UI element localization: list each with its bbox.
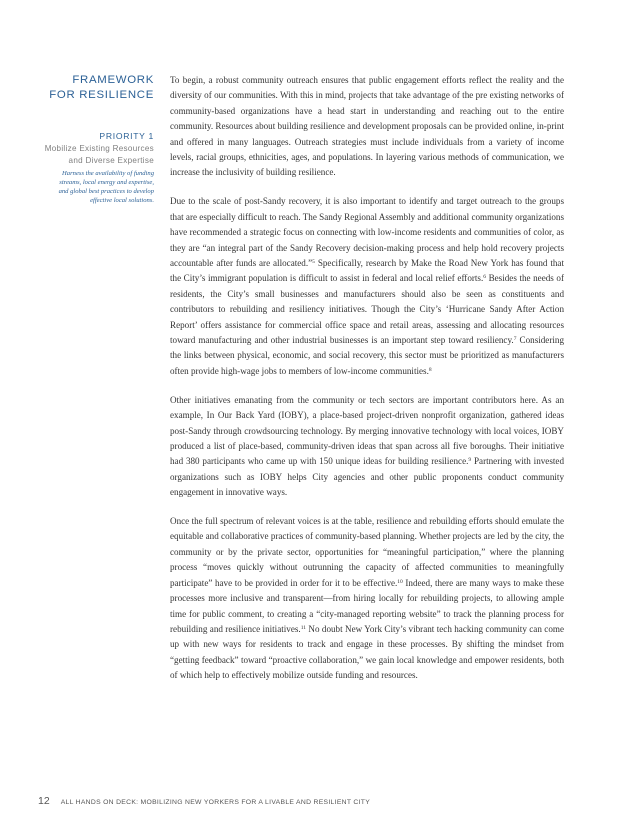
- footnote-ref-7: 7: [513, 336, 517, 342]
- priority-subtitle: [20, 143, 154, 166]
- page-footer: [38, 791, 370, 809]
- paragraph-2-part-c: Besides the needs of residents, the City’s small businesses and manufacturers should also be seen as constituents and contributors to rebuilding and resiliency initiatives. Though the City’s ‘Hurricane Sandy After Action Report’ offers assistance for commercial office space and retail areas, assessing and allocating resources toward manufacturing and other industrial businesses is an important step toward resiliency.: [170, 273, 564, 345]
- paragraph-2-part-b: Specifically, research by Make the Road New York has found that the City’s immigrant population is difficult to assist in federal and local relief efforts.: [170, 257, 564, 284]
- paragraph-4-part-b: Indeed, there are many ways to make these processes more inclusive and transparent—from hiring locally for rebuilding projects, to allowing ample time for public comment, to creating a “city-managed reporting website” to track the planning process for rebuilding and resilience initiatives.: [170, 577, 564, 634]
- priority-description-line-1: Harness the availability of funding: [62, 170, 154, 177]
- paragraph-4: [170, 514, 564, 683]
- footnote-ref-11: 11: [300, 624, 306, 631]
- priority-subtitle-line-2: and Diverse Expertise: [68, 155, 154, 165]
- footnote-ref-10: 10: [397, 578, 403, 585]
- footnote-ref-8: 8: [428, 366, 432, 373]
- footnote-ref-5: 5: [312, 258, 315, 265]
- footnote-ref-9: 9: [468, 457, 472, 464]
- paragraph-3-part-a: Other initiatives emanating from the community or tech sectors are important contributors here. As an example, In Our Back Yard (IOBY), a place-based project-driven nonprofit organization, gathered ideas post-Sandy through crowdsourcing technology. By merging innovative technology with local voices, IOBY produced a list of place-based, community-driven ideas that span across all five boroughs. Their initiative had 380 participants who came up with 150 unique ideas for building resilience.: [170, 394, 564, 467]
- paragraph-4-part-a: Once the full spectrum of relevant voices is at the table, resilience and rebuilding efforts should emulate the equitable and collaborative practices of community-based planning. Whether projects are led by the city, the community or by the private sector, opportunities for “meaningful participation,” where the planning process “moves quickly without outrunning the capacity of affected communities to meaningfully participate” have to be provided in order for it to be effective.: [170, 516, 564, 588]
- page-number: 12: [38, 795, 50, 807]
- framework-title-line-2: FOR RESILIENCE: [49, 89, 154, 101]
- paragraph-2-part-a: Due to the scale of post-Sandy recovery, it is also important to identify and target outreach to the groups that are especially difficult to reach. The Sandy Regional Assembly and additional community organizations have recommended a strategic focus on connecting with low-income residents and communities of color, as they are “an integral part of the Sandy Recovery decision-making process and help hold recovery projects accountable after funds are allocated.”: [170, 196, 564, 268]
- framework-title: [20, 73, 154, 103]
- priority-description-line-2: streams, local energy and expertise,: [59, 179, 154, 186]
- priority-description-line-3: and global best practices to develop: [58, 188, 154, 195]
- paragraph-4-part-c: No doubt New York City’s vibrant tech hacking community can come up with new ways for residents to track and engage in these processes. By shifting the mindset from “getting feedback” toward “proactive collaboration,” we gain local knowledge and empower residents, both of which help to effectively mobilize outside funding and resources.: [170, 623, 564, 681]
- paragraph-2-part-d: Considering the links between physical, economic, and social recovery, this sector must be prioritized as manufacturers often provide high-wage jobs to members of low-income communities.: [170, 335, 564, 376]
- footnote-ref-6: 6: [483, 274, 486, 281]
- footer-title: ALL HANDS ON DECK: MOBILIZING NEW YORKERS FOR A LIVABLE AND RESILIENT CITY: [60, 799, 371, 806]
- paragraph-2: [170, 194, 564, 379]
- priority-description: [20, 169, 154, 205]
- sidebar: [20, 73, 154, 205]
- paragraph-3: [170, 393, 564, 501]
- framework-title-line-1: FRAMEWORK: [72, 74, 154, 86]
- priority-description-line-4: effective local solutions.: [90, 197, 154, 204]
- paragraph-1: To begin, a robust community outreach ensures that public engagement efforts reflect the reality and the diversity of our communities. With this in mind, projects that take advantage of the pre existing networks of community-based organizations have a head start in understanding and reaching out to the entire community. Resources about building resilience and development proposals can be provided online, in-print and offered in many languages. Outreach strategies must include individuals from a variety of income levels, racial groups, ethnicities, ages, and populations. In layering various methods of communication, we increase the inclusivity of building resilience.: [170, 75, 564, 178]
- paragraph-3-part-b: Partnering with invested organizations such as IOBY helps City agencies and other public proponents conduct community engagement in innovative ways.: [170, 456, 564, 498]
- body-text: [170, 73, 564, 697]
- priority-subtitle-line-1: Mobilize Existing Resources: [44, 144, 154, 153]
- priority-label: PRIORITY 1: [99, 131, 154, 141]
